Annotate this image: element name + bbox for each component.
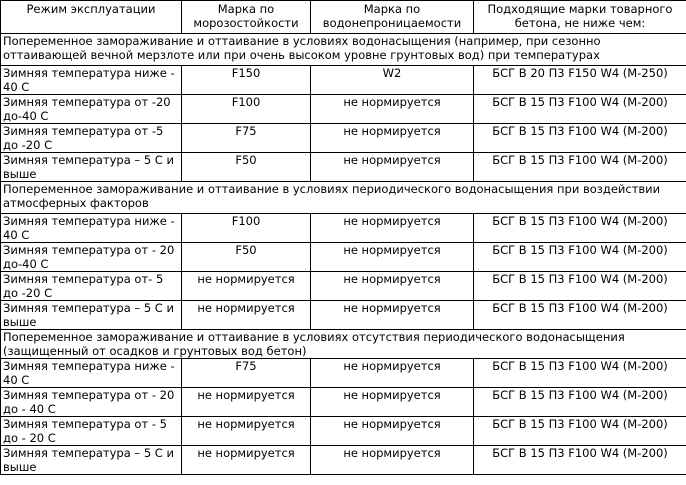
frost-grade-cell: F50 [182,243,311,272]
concrete-grade-cell: БСГ В 15 П3 F100 W4 (М-200) [474,214,686,243]
section-title-row [1,182,686,214]
frost-grade-cell: не нормируется [182,301,311,330]
frost-grade-cell: не нормируется [182,272,311,301]
concrete-grade-cell: БСГ В 15 П3 F100 W4 (М-200) [474,446,686,475]
water-grade-cell: не нормируется [311,446,474,475]
concrete-grade-cell: БСГ В 20 П3 F150 W4 (М-250) [474,66,686,95]
table-row [1,388,686,417]
table-row [1,446,686,475]
water-grade-cell: W2 [311,66,474,95]
mode-cell: Зимняя температура от -20 до-40 С [1,95,182,124]
mode-cell: Зимняя температура от- 5 до -20 С [1,272,182,301]
frost-grade-cell: F100 [182,95,311,124]
mode-cell: Зимняя температура ниже - 40 С [1,214,182,243]
concrete-grade-cell: БСГ В 15 П3 F100 W4 (М-200) [474,388,686,417]
table-row [1,359,686,388]
section-title-row [1,330,686,359]
table-row [1,66,686,95]
header-row [1,1,686,34]
mode-cell: Зимняя температура от - 20 до - 40 С [1,388,182,417]
frost-grade-cell: F75 [182,359,311,388]
water-grade-cell: не нормируется [311,95,474,124]
section-title: Попеременное замораживание и оттаивание в условиях периодического водонасыщения при воздействии атмосферных факторов [1,182,686,214]
table-body [1,34,686,475]
concrete-grade-cell: БСГ В 15 П3 F100 W4 (М-200) [474,243,686,272]
mode-cell: Зимняя температура от - 5 до - 20 С [1,417,182,446]
mode-cell: Зимняя температура – 5 С и выше [1,301,182,330]
mode-cell: Зимняя температура ниже - 40 С [1,66,182,95]
section-title-row [1,34,686,66]
frost-grade-cell: F75 [182,124,311,153]
table-row [1,124,686,153]
table-row [1,301,686,330]
water-grade-cell: не нормируется [311,153,474,182]
frost-grade-cell: F150 [182,66,311,95]
table-row [1,272,686,301]
concrete-grade-cell: БСГ В 15 П3 F100 W4 (М-200) [474,272,686,301]
header-mode: Режим эксплуатации [1,1,182,34]
frost-grade-cell: не нормируется [182,446,311,475]
concrete-grade-cell: БСГ В 15 П3 F100 W4 (М-200) [474,124,686,153]
table-row [1,153,686,182]
mode-cell: Зимняя температура – 5 С и выше [1,153,182,182]
water-grade-cell: не нормируется [311,214,474,243]
table-row [1,417,686,446]
water-grade-cell: не нормируется [311,272,474,301]
water-grade-cell: не нормируется [311,243,474,272]
section-title: Попеременное замораживание и оттаивание в условиях водонасыщения (например, при сезонно оттаивающей вечной мерзлоте или при очень высоком уровне грунтовых вод) при температурах [1,34,686,66]
table-row [1,95,686,124]
mode-cell: Зимняя температура – 5 С и выше [1,446,182,475]
water-grade-cell: не нормируется [311,301,474,330]
frost-grade-cell: не нормируется [182,417,311,446]
table-row [1,243,686,272]
mode-cell: Зимняя температура от -5 до -20 С [1,124,182,153]
concrete-grade-cell: БСГ В 15 П3 F100 W4 (М-200) [474,417,686,446]
table-row [1,214,686,243]
section-title: Попеременное замораживание и оттаивание в условиях отсутствия периодического водонасыщения (защищенный от осадков и грунтовых вод бетон) [1,330,686,359]
water-grade-cell: не нормируется [311,417,474,446]
water-grade-cell: не нормируется [311,124,474,153]
header-frost-grade: Марка по морозостойкости [182,1,311,34]
concrete-grade-cell: БСГ В 15 П3 F100 W4 (М-200) [474,95,686,124]
water-grade-cell: не нормируется [311,388,474,417]
header-water-grade: Марка по водонепроницаемости [311,1,474,34]
concrete-grade-cell: БСГ В 15 П3 F100 W4 (М-200) [474,153,686,182]
mode-cell: Зимняя температура ниже - 40 С [1,359,182,388]
concrete-grade-cell: БСГ В 15 П3 F100 W4 (М-200) [474,301,686,330]
frost-grade-cell: F50 [182,153,311,182]
concrete-grade-cell: БСГ В 15 П3 F100 W4 (М-200) [474,359,686,388]
mode-cell: Зимняя температура от - 20 до-40 С [1,243,182,272]
frost-grade-cell: F100 [182,214,311,243]
frost-grade-cell: не нормируется [182,388,311,417]
header-concrete-grade: Подходящие марки товарного бетона, не ниже чем: [474,1,686,34]
water-grade-cell: не нормируется [311,359,474,388]
